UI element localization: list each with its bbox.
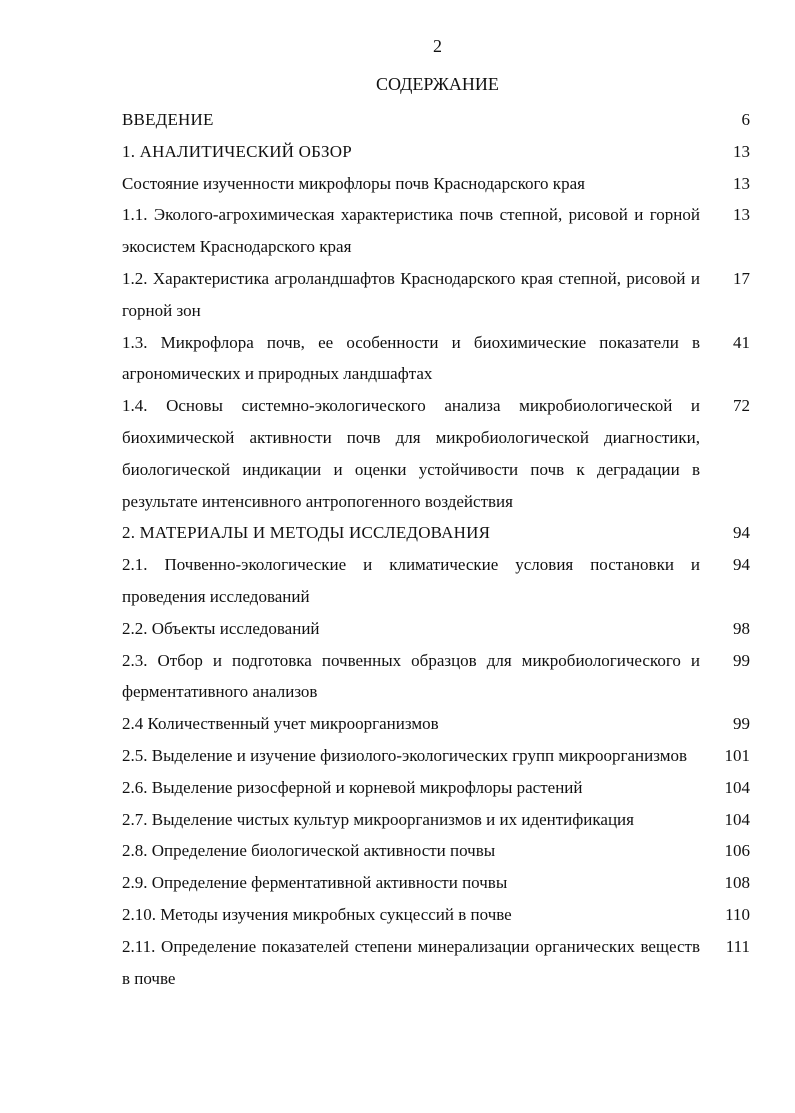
toc-entry-text: 2.6. Выделение ризосферной и корневой микрофлоры растений (122, 777, 583, 797)
toc-entry-text: Состояние изученности микрофлоры почв Краснодарского края (122, 173, 585, 193)
toc-entry (122, 867, 750, 899)
toc-entry (122, 931, 750, 995)
toc-entry-page: 98 (733, 618, 750, 638)
toc-entry-text: 2.8. Определение биологической активности почвы (122, 841, 496, 861)
toc-entry (122, 168, 750, 200)
toc-entry-text: 2. МАТЕРИАЛЫ И МЕТОДЫ ИССЛЕДОВАНИЯ (122, 523, 491, 543)
toc-entry-text: 1.3. Микрофлора почв, ее особенности и биохимические показатели в агрономических и природных ландшафтах (122, 332, 700, 384)
toc-entry (122, 327, 750, 391)
toc-entry-page: 13 (733, 173, 750, 193)
toc-entry (122, 740, 750, 772)
toc-entry-introduction (122, 104, 750, 136)
toc-entry (122, 899, 750, 931)
toc-entry-text: 1.4. Основы системно-экологического анализа микробиологической и биохимической активности почв для микробиологической диагностики, биологической индикации и оценки устойчивости почв к деградации в результате интенсивного антропогенного воздействия (122, 396, 700, 511)
toc-entry-text: 2.2. Объекты исследований (122, 618, 320, 638)
toc-entry (122, 549, 750, 613)
toc-entry-text: 2.3. Отбор и подготовка почвенных образцов для микробиологического и ферментативного анализов (122, 650, 700, 702)
table-of-contents (122, 104, 750, 994)
toc-entry-page: 99 (733, 650, 750, 670)
toc-entry (122, 613, 750, 645)
toc-entry-page: 104 (724, 809, 750, 829)
toc-entry-text: 2.4 Количественный учет микроорганизмов (122, 714, 439, 734)
toc-entry-text: 2.10. Методы изучения микробных сукцессий в почве (122, 904, 512, 924)
toc-entry-text: 1. АНАЛИТИЧЕСКИЙ ОБЗОР (122, 141, 352, 161)
toc-entry (122, 772, 750, 804)
toc-entry (122, 263, 750, 327)
toc-entry-text: 2.9. Определение ферментативной активности почвы (122, 873, 508, 893)
toc-entry (122, 645, 750, 709)
toc-entry-text: 1.1. Эколого-агрохимическая характеристика почв степной, рисовой и горной экосистем Краснодарского края (122, 205, 700, 257)
toc-entry-page: 106 (724, 841, 750, 861)
toc-entry-page: 13 (733, 141, 750, 161)
toc-entry-page: 101 (724, 745, 750, 765)
toc-entry-page: 6 (741, 110, 750, 129)
toc-entry-text: 1.2. Характеристика агроландшафтов Краснодарского края степной, рисовой и горной зон (122, 268, 700, 320)
toc-entry-page: 110 (725, 904, 750, 924)
toc-entry-page: 104 (724, 777, 750, 797)
toc-entry-page: 94 (733, 555, 750, 575)
toc-entry-page: 99 (733, 714, 750, 734)
toc-entry (122, 804, 750, 836)
toc-entry-page: 108 (724, 873, 750, 893)
toc-entry (122, 199, 750, 263)
toc-entry-page: 13 (733, 205, 750, 225)
toc-entry-page: 111 (725, 936, 750, 956)
toc-entry (122, 708, 750, 740)
toc-entry-chapter-1 (122, 136, 750, 168)
toc-entry-text: 2.5. Выделение и изучение физиолого-экологических групп микроорганизмов (122, 745, 687, 765)
toc-entry-text: 2.11. Определение показателей степени минерализации органических веществ в почве (122, 936, 700, 988)
toc-entry-page: 72 (733, 396, 750, 416)
page-title: СОДЕРЖАНИЕ (376, 74, 499, 94)
toc-entry-text: ВВЕДЕНИЕ (122, 110, 214, 129)
toc-entry (122, 390, 750, 517)
toc-entry-chapter-2 (122, 517, 750, 549)
toc-entry (122, 835, 750, 867)
page-number: 2 (433, 36, 442, 56)
toc-entry-text: 2.7. Выделение чистых культур микроорганизмов и их идентификация (122, 809, 634, 829)
toc-entry-page: 41 (733, 332, 750, 352)
toc-entry-text: 2.1. Почвенно-экологические и климатические условия постановки и проведения исследований (122, 555, 700, 606)
toc-entry-page: 17 (733, 268, 750, 288)
toc-entry-page: 94 (733, 523, 750, 543)
